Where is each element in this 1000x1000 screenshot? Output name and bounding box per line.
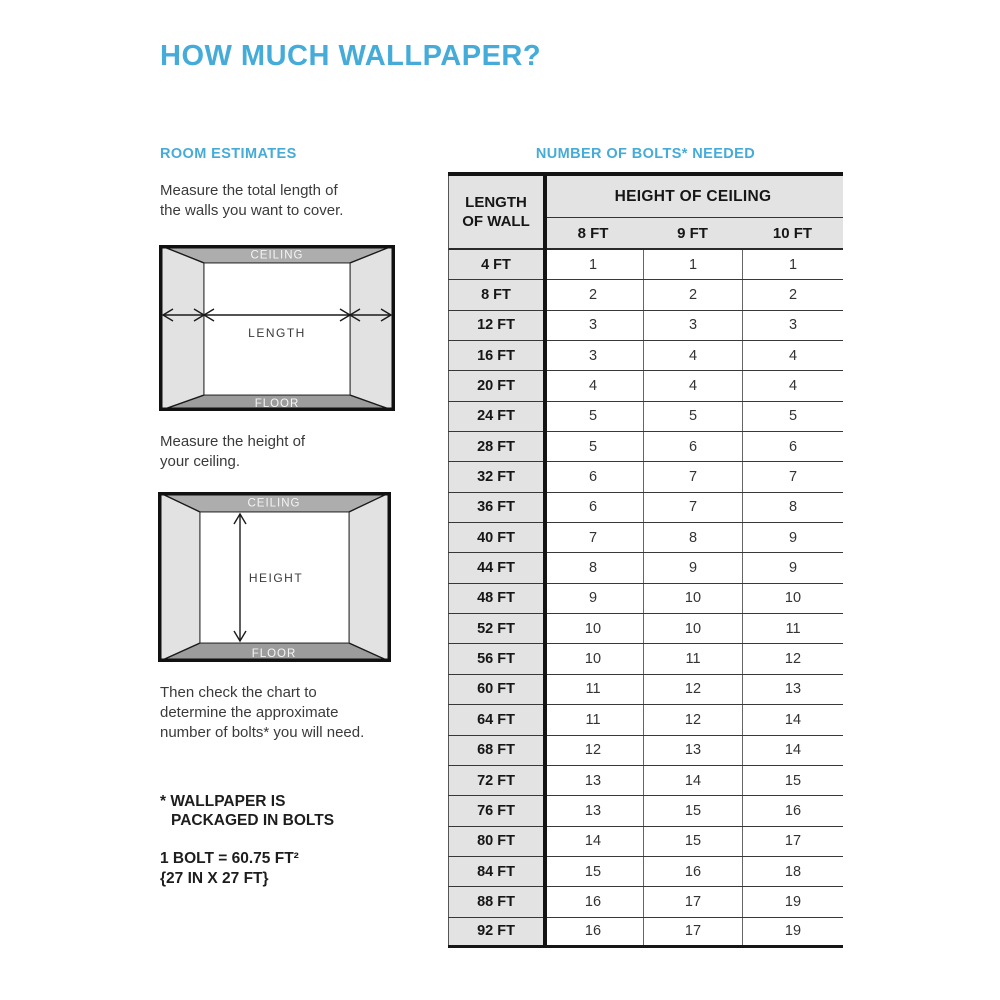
bolt-count-cell: 14: [742, 705, 843, 734]
wall-length-cell: 48 FT: [448, 584, 543, 613]
bolt-count-cell: 6: [742, 432, 843, 461]
bolt-count-cell: 12: [742, 644, 843, 673]
bolt-count-cell: 12: [643, 675, 742, 704]
step2-text: [160, 432, 305, 472]
bolt-count-cell: 1: [543, 250, 643, 279]
step1-line1: Measure the total length of: [160, 182, 338, 199]
bolt-count-cell: 1: [742, 250, 843, 279]
wall-length-cell: 92 FT: [448, 918, 543, 945]
table-body: [448, 250, 843, 948]
bolt-count-cell: 9: [643, 553, 742, 582]
table-row: [448, 553, 843, 583]
wall-length-cell: 84 FT: [448, 857, 543, 886]
table-row: [448, 493, 843, 523]
step3-line1: Then check the chart to: [160, 684, 317, 701]
bolt-count-cell: 11: [543, 675, 643, 704]
bolts-table-heading: NUMBER OF BOLTS* NEEDED: [535, 146, 756, 162]
floor-label: FLOOR: [251, 648, 297, 660]
bolt-count-cell: 12: [643, 705, 742, 734]
bolt-count-cell: 12: [543, 736, 643, 765]
bolt-count-cell: 4: [643, 341, 742, 370]
table-row: [448, 736, 843, 766]
wall-length-cell: 8 FT: [448, 280, 543, 309]
table-row: [448, 705, 843, 735]
bolt-count-cell: 6: [543, 462, 643, 491]
bolt-count-cell: 4: [742, 341, 843, 370]
bolt-count-cell: 4: [543, 371, 643, 400]
bolt-count-cell: 13: [543, 766, 643, 795]
wall-length-cell: 20 FT: [448, 371, 543, 400]
bolt-equation: 1 BOLT = 60.75 FT²: [160, 850, 299, 867]
table-row: [448, 584, 843, 614]
bolt-count-cell: 11: [643, 644, 742, 673]
bolt-count-cell: 18: [742, 857, 843, 886]
bolt-count-cell: 6: [643, 432, 742, 461]
table-row: [448, 887, 843, 917]
table-row: [448, 250, 843, 280]
step2-line2: your ceiling.: [160, 453, 241, 470]
bolt-count-cell: 7: [643, 462, 742, 491]
bolt-count-cell: 4: [643, 371, 742, 400]
bolt-count-cell: 13: [742, 675, 843, 704]
right-wall-surface: [350, 245, 395, 411]
wall-length-cell: 72 FT: [448, 766, 543, 795]
bolt-count-cell: 5: [543, 402, 643, 431]
wall-length-cell: 12 FT: [448, 311, 543, 340]
bolt-count-cell: 11: [543, 705, 643, 734]
room-height-diagram: [158, 492, 391, 662]
bolt-count-cell: 10: [643, 584, 742, 613]
step3-line3: number of bolts* you will need.: [160, 724, 365, 741]
bolt-count-cell: 3: [643, 311, 742, 340]
wall-length-header: [448, 176, 543, 250]
wall-header-line2: OF WALL: [462, 213, 530, 230]
column-header-8ft: 8 FT: [577, 224, 609, 242]
step1-text: [160, 181, 343, 221]
wall-length-cell: 56 FT: [448, 644, 543, 673]
table-header: [448, 176, 843, 250]
wall-length-cell: 44 FT: [448, 553, 543, 582]
wall-length-cell: 80 FT: [448, 827, 543, 856]
table-row: [448, 796, 843, 826]
bolt-count-cell: 5: [742, 402, 843, 431]
bolt-count-cell: 16: [643, 857, 742, 886]
wall-length-cell: 52 FT: [448, 614, 543, 643]
right-wall-surface: [349, 492, 391, 662]
bolt-count-cell: 14: [742, 736, 843, 765]
bolt-count-cell: 8: [543, 553, 643, 582]
wall-length-cell: 4 FT: [448, 250, 543, 279]
wallpaper-footnote: [160, 792, 334, 830]
ceiling-label: CEILING: [250, 249, 304, 262]
wall-length-cell: 36 FT: [448, 493, 543, 522]
table-row: [448, 918, 843, 948]
table-row: [448, 462, 843, 492]
wall-length-cell: 24 FT: [448, 402, 543, 431]
bolt-count-cell: 9: [742, 523, 843, 552]
bolt-count-cell: 7: [742, 462, 843, 491]
room-length-diagram: [159, 245, 395, 411]
bolt-count-cell: 13: [643, 736, 742, 765]
table-row: [448, 614, 843, 644]
bolt-count-cell: 11: [742, 614, 843, 643]
ceiling-columns-row: [543, 218, 843, 250]
bolt-count-cell: 14: [643, 766, 742, 795]
bolt-count-cell: 10: [643, 614, 742, 643]
bolt-info: [160, 849, 299, 889]
bolt-count-cell: 7: [543, 523, 643, 552]
wall-length-cell: 88 FT: [448, 887, 543, 916]
bolt-count-cell: 10: [543, 644, 643, 673]
bolt-count-cell: 19: [742, 918, 843, 945]
room-estimates-heading: ROOM ESTIMATES: [160, 146, 297, 162]
height-label: HEIGHT: [248, 571, 304, 585]
table-row: [448, 644, 843, 674]
bolt-count-cell: 6: [543, 493, 643, 522]
bolt-count-cell: 1: [643, 250, 742, 279]
length-label: LENGTH: [248, 326, 306, 340]
column-header-9ft: 9 FT: [677, 224, 708, 242]
bolt-count-cell: 15: [742, 766, 843, 795]
bolt-count-cell: 16: [543, 918, 643, 945]
bolt-count-cell: 8: [742, 493, 843, 522]
bolt-count-cell: 9: [543, 584, 643, 613]
wall-header-line1: LENGTH: [465, 194, 527, 211]
bolt-count-cell: 2: [643, 280, 742, 309]
wall-length-cell: 28 FT: [448, 432, 543, 461]
bolt-count-cell: 14: [543, 827, 643, 856]
table-row: [448, 341, 843, 371]
bolts-table: [448, 172, 843, 948]
wall-length-cell: 40 FT: [448, 523, 543, 552]
footnote-line2: PACKAGED IN BOLTS: [171, 812, 335, 829]
bolt-count-cell: 10: [742, 584, 843, 613]
step2-line1: Measure the height of: [160, 433, 306, 450]
table-row: [448, 311, 843, 341]
bolt-count-cell: 5: [643, 402, 742, 431]
table-row: [448, 371, 843, 401]
bolt-count-cell: 3: [543, 341, 643, 370]
wall-length-cell: 64 FT: [448, 705, 543, 734]
bolt-count-cell: 3: [543, 311, 643, 340]
bolt-count-cell: 10: [543, 614, 643, 643]
bolt-count-cell: 7: [643, 493, 742, 522]
bolt-count-cell: 17: [643, 918, 742, 945]
ceiling-height-header: HEIGHT OF CEILING: [543, 176, 843, 218]
bolt-count-cell: 17: [742, 827, 843, 856]
step1-line2: the walls you want to cover.: [160, 202, 344, 219]
left-wall-surface: [158, 492, 200, 662]
step3-text: [160, 683, 364, 743]
table-row: [448, 280, 843, 310]
bolt-count-cell: 4: [742, 371, 843, 400]
page-title: HOW MUCH WALLPAPER?: [160, 40, 542, 72]
wall-length-cell: 68 FT: [448, 736, 543, 765]
table-row: [448, 827, 843, 857]
table-row: [448, 523, 843, 553]
bolt-count-cell: 15: [643, 827, 742, 856]
table-row: [448, 432, 843, 462]
step3-line2: determine the approximate: [160, 704, 339, 721]
bolt-count-cell: 16: [742, 796, 843, 825]
wall-length-cell: 76 FT: [448, 796, 543, 825]
table-row: [448, 402, 843, 432]
wall-length-cell: 16 FT: [448, 341, 543, 370]
table-thick-divider: [543, 176, 547, 948]
bolt-count-cell: 15: [543, 857, 643, 886]
floor-label: FLOOR: [254, 398, 300, 410]
left-wall-surface: [159, 245, 204, 411]
table-row: [448, 857, 843, 887]
wall-length-cell: 32 FT: [448, 462, 543, 491]
column-header-10ft: 10 FT: [772, 224, 813, 242]
table-row: [448, 766, 843, 796]
bolt-count-cell: 2: [543, 280, 643, 309]
bolt-count-cell: 13: [543, 796, 643, 825]
bolt-count-cell: 8: [643, 523, 742, 552]
bolt-count-cell: 2: [742, 280, 843, 309]
bolt-count-cell: 19: [742, 887, 843, 916]
bolt-count-cell: 16: [543, 887, 643, 916]
wall-length-cell: 60 FT: [448, 675, 543, 704]
bolt-count-cell: 5: [543, 432, 643, 461]
footnote-line1: * WALLPAPER IS: [160, 793, 286, 810]
bolt-count-cell: 9: [742, 553, 843, 582]
table-row: [448, 675, 843, 705]
bolt-count-cell: 3: [742, 311, 843, 340]
bolt-count-cell: 15: [643, 796, 742, 825]
ceiling-label: CEILING: [247, 497, 301, 510]
bolt-count-cell: 17: [643, 887, 742, 916]
bolt-dimensions: {27 IN X 27 FT}: [160, 870, 269, 887]
